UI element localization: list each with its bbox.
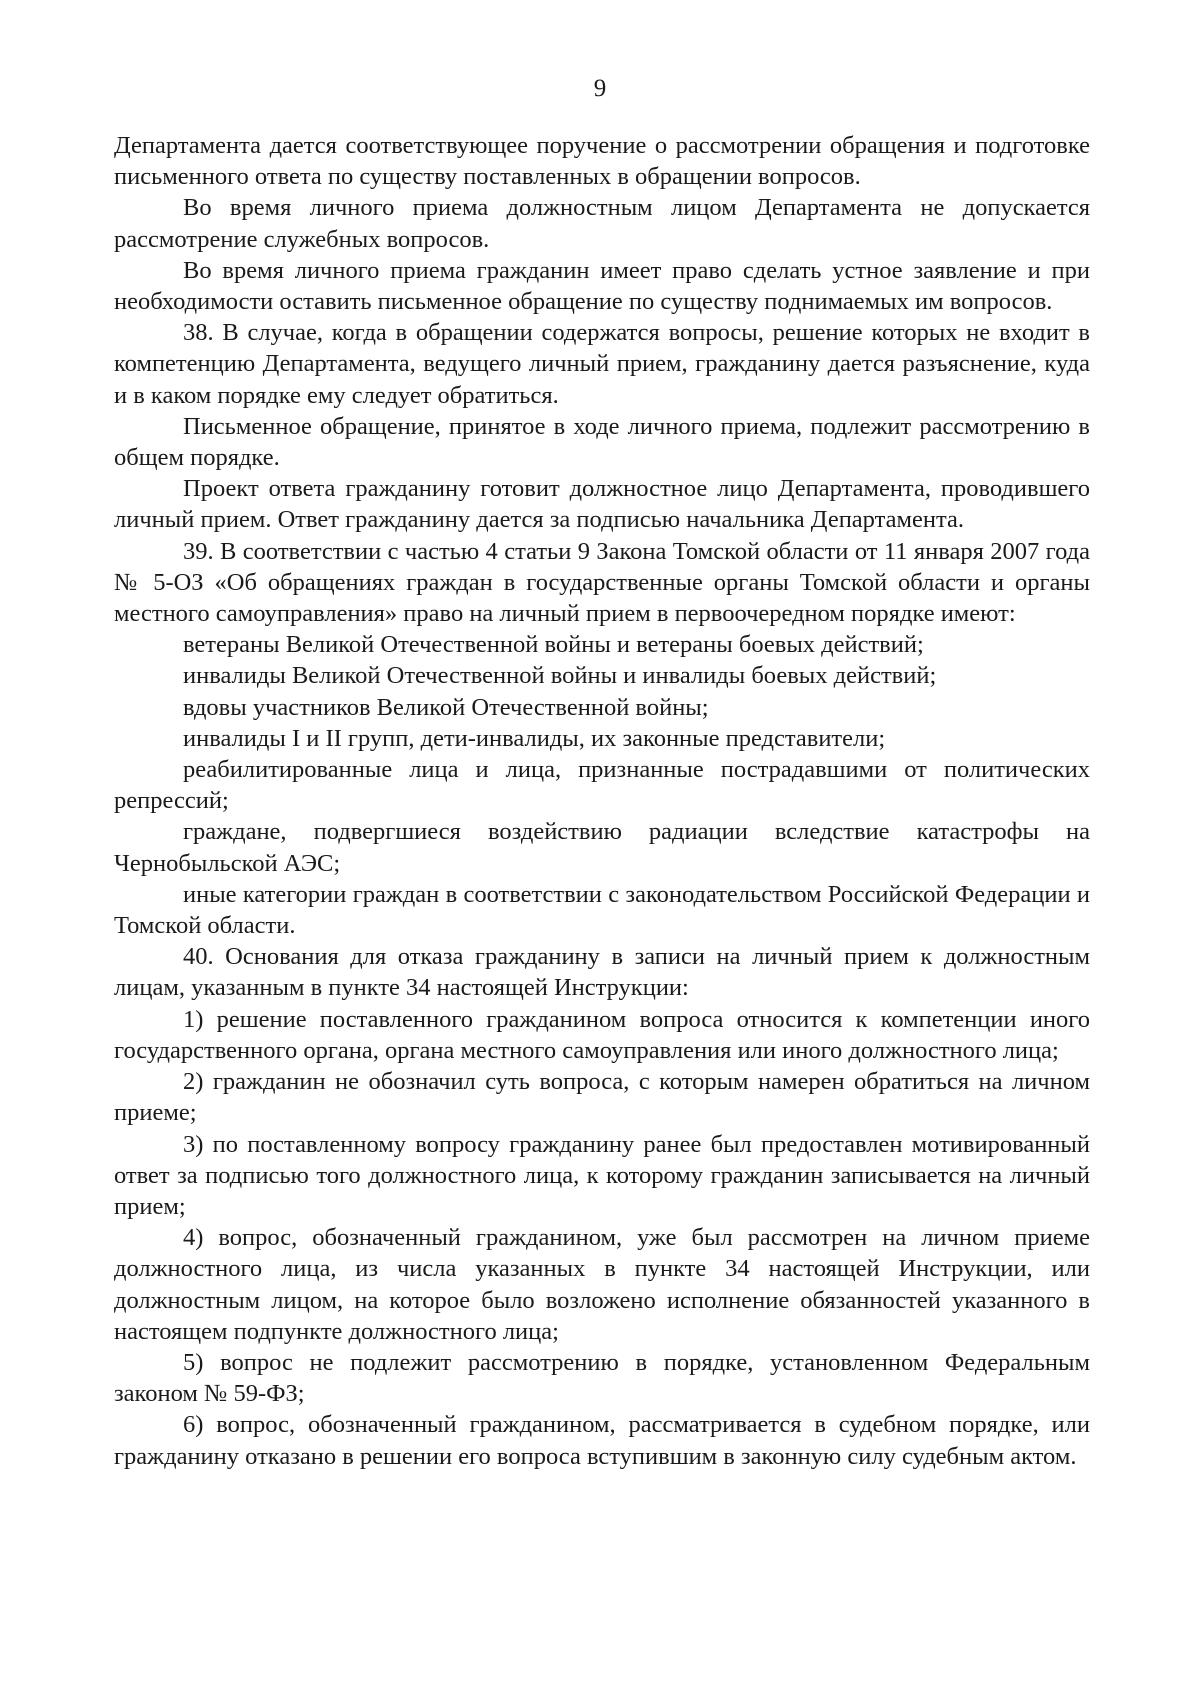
paragraph-continuation: Департамента дается соответствующее поручение о рассмотрении обращения и подготовке письменного ответа по существу поставленных в обращении вопросов. xyxy=(114,132,1090,191)
list-item-other-categories: иные категории граждан в соответствии с законодательством Российской Федерации и Томской области. xyxy=(114,880,1090,940)
paragraph-40: 40. Основания для отказа гражданину в записи на личный прием к должностным лицам, указанным в пункте 34 настоящей Инструкции: xyxy=(114,943,1090,1002)
list-item-ground-6: 6) вопрос, обозначенный гражданином, рассматривается в судебном порядке, или гражданину отказано в решении его вопроса вступившим в законную силу судебным актом. xyxy=(114,1411,1090,1470)
list-item-disabled-war: инвалиды Великой Отечественной войны и инвалиды боевых действий; xyxy=(183,662,937,690)
paragraph-oral-statement: Во время личного приема гражданин имеет право сделать устное заявление и при необходимости оставить письменное обращение по существу поднимаемых им вопросов. xyxy=(114,256,1090,316)
list-item-ground-3: 3) по поставленному вопросу гражданину ранее был предоставлен мотивированный ответ за подписью того должностного лица, к которому гражданин записывается на личный прием; xyxy=(114,1130,1090,1220)
list-item-widows: вдовы участников Великой Отечественной войны; xyxy=(183,693,709,721)
paragraph-written-appeal: Письменное обращение, принятое в ходе личного приема, подлежит рассмотрению в общем порядке. xyxy=(114,412,1090,472)
paragraph-38: 38. В случае, когда в обращении содержатся вопросы, решение которых не входит в компетенцию Департамента, ведущего личный прием, гражданину дается разъяснение, куда и в каком порядке ему следует обратиться. xyxy=(114,319,1090,409)
list-item-radiation: граждане, подвергшиеся воздействию радиации вследствие катастрофы на Чернобыльской АЭС; xyxy=(114,818,1090,877)
page-number: 9 xyxy=(593,75,607,102)
list-item-rehabilitated: реабилитированные лица и лица, признанные пострадавшими от политических репрессий; xyxy=(114,756,1090,815)
list-item-disabled-groups: инвалиды I и II групп, дети-инвалиды, их законные представители; xyxy=(183,724,886,752)
list-item-ground-2: 2) гражданин не обозначил суть вопроса, с которым намерен обратиться на личном приеме; xyxy=(114,1068,1090,1127)
document-body xyxy=(114,130,1090,1472)
list-item-veterans: ветераны Великой Отечественной войны и ветераны боевых действий; xyxy=(183,631,924,659)
list-item-ground-4: 4) вопрос, обозначенный гражданином, уже был рассмотрен на личном приеме должностного лица, из числа указанных в пункте 34 настоящей Инструкции, или должностным лицом, на которое было возложено исполнение обязанностей указанного в настоящем подпункте должностного лица; xyxy=(114,1224,1090,1345)
list-item-ground-5: 5) вопрос не подлежит рассмотрению в порядке, установленном Федеральным законом № 59-ФЗ; xyxy=(114,1348,1090,1408)
paragraph-39: 39. В соответствии с частью 4 статьи 9 Закона Томской области от 11 января 2007 года № 5-ОЗ «Об обращениях граждан в государственные органы Томской области и органы местного самоуправления» право на личный прием в первоочередном порядке имеют: xyxy=(114,537,1090,628)
paragraph-no-service-questions: Во время личного приема должностным лицом Департамента не допускается рассмотрение служебных вопросов. xyxy=(114,194,1090,253)
list-item-ground-1: 1) решение поставленного гражданином вопроса относится к компетенции иного государственного органа, органа местного самоуправления или иного должностного лица; xyxy=(114,1005,1090,1064)
paragraph-answer-draft: Проект ответа гражданину готовит должностное лицо Департамента, проводившего личный прием. Ответ гражданину дается за подписью начальника Департамента. xyxy=(114,475,1090,534)
